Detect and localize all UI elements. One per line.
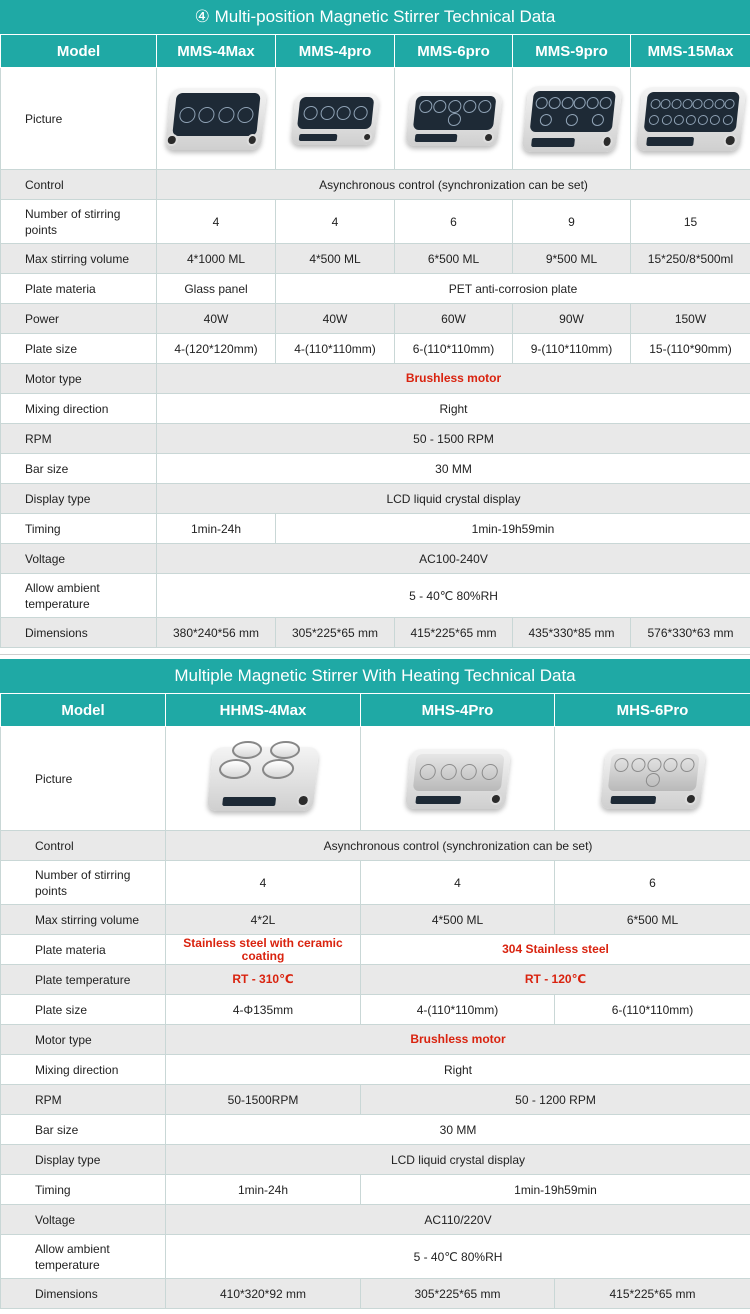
row-label: Max stirring volume xyxy=(1,905,166,935)
row-label: Motor type xyxy=(1,364,157,394)
ambient-row xyxy=(1,1235,750,1279)
stirrer-device-image xyxy=(521,86,622,152)
row-value: 6 xyxy=(555,861,750,905)
row-label: Plate materia xyxy=(1,935,166,965)
row-label: RPM xyxy=(1,1085,166,1115)
row-label: Allow ambient temperature xyxy=(1,1235,166,1279)
timing-row xyxy=(1,514,750,544)
row-value: 6 xyxy=(395,200,513,244)
section-title: Multiple Magnetic Stirrer With Heating Technical Data xyxy=(0,659,750,693)
row-value: 40W xyxy=(157,304,276,334)
section-title: ④ Multi-position Magnetic Stirrer Technical Data xyxy=(0,0,750,34)
direction-row xyxy=(1,394,750,424)
row-value: 1min-24h xyxy=(157,514,276,544)
plate-material-row xyxy=(1,274,750,304)
stirrer-device-image xyxy=(635,87,746,151)
row-value: 415*225*65 mm xyxy=(555,1279,750,1309)
row-label: Allow ambient temperature xyxy=(1,574,157,618)
row-label: Dimensions xyxy=(1,1279,166,1309)
heating-stirrer-device-image xyxy=(599,749,705,809)
model-name: MMS-6pro xyxy=(395,35,513,68)
timing-row xyxy=(1,1175,750,1205)
row-value: 150W xyxy=(631,304,750,334)
model-name: MMS-9pro xyxy=(513,35,631,68)
row-value: AC110/220V xyxy=(166,1205,750,1235)
model-header-row xyxy=(1,35,750,68)
spec-table xyxy=(0,693,750,1309)
row-label: Voltage xyxy=(1,544,157,574)
row-value: Right xyxy=(166,1055,750,1085)
stir-points-row xyxy=(1,861,750,905)
row-value: 435*330*85 mm xyxy=(513,618,631,648)
model-name: MMS-4pro xyxy=(276,35,395,68)
row-label: Plate temperature xyxy=(1,965,166,995)
control-row xyxy=(1,170,750,200)
product-image-cell xyxy=(157,68,276,170)
row-value: 305*225*65 mm xyxy=(276,618,395,648)
row-label: Bar size xyxy=(1,454,157,484)
direction-row xyxy=(1,1055,750,1085)
display-row xyxy=(1,484,750,514)
row-label: Display type xyxy=(1,484,157,514)
product-image-cell xyxy=(555,727,750,831)
row-label: Timing xyxy=(1,1175,166,1205)
row-value: Stainless steel with ceramic coating xyxy=(166,935,361,965)
plate-size-row xyxy=(1,334,750,364)
bar-size-row xyxy=(1,454,750,484)
row-value: 5 - 40℃ 80%RH xyxy=(157,574,750,618)
ambient-row xyxy=(1,574,750,618)
voltage-row xyxy=(1,1205,750,1235)
row-label: Plate size xyxy=(1,334,157,364)
dimensions-row xyxy=(1,618,750,648)
row-value: 15*250/8*500ml xyxy=(631,244,750,274)
row-label: Plate size xyxy=(1,995,166,1025)
model-name: MMS-15Max xyxy=(631,35,750,68)
row-label: Max stirring volume xyxy=(1,244,157,274)
row-value: Asynchronous control (synchronization can be set) xyxy=(166,831,750,861)
row-value: Glass panel xyxy=(157,274,276,304)
row-label: RPM xyxy=(1,424,157,454)
stirrer-device-image xyxy=(165,88,268,150)
row-value: 60W xyxy=(395,304,513,334)
model-label: Model xyxy=(1,694,166,727)
row-value: 50 - 1500 RPM xyxy=(157,424,750,454)
row-label: Control xyxy=(1,170,157,200)
row-value: RT - 120℃ xyxy=(361,965,750,995)
heating-stirrer-device-image xyxy=(207,747,320,811)
control-row xyxy=(1,831,750,861)
spec-table xyxy=(0,34,750,648)
row-value: 4*1000 ML xyxy=(157,244,276,274)
row-value: 304 Stainless steel xyxy=(361,935,750,965)
row-label: Number of stirring points xyxy=(1,200,157,244)
row-value: 4 xyxy=(157,200,276,244)
plate-size-row xyxy=(1,995,750,1025)
row-value: 50-1500RPM xyxy=(166,1085,361,1115)
row-label: Dimensions xyxy=(1,618,157,648)
row-value: 4-Φ135mm xyxy=(166,995,361,1025)
row-label: Mixing direction xyxy=(1,394,157,424)
bar-size-row xyxy=(1,1115,750,1145)
row-value: 6-(110*110mm) xyxy=(555,995,750,1025)
product-image-cell xyxy=(513,68,631,170)
row-value: 4*500 ML xyxy=(276,244,395,274)
row-label: Power xyxy=(1,304,157,334)
voltage-row xyxy=(1,544,750,574)
row-value: 4-(110*110mm) xyxy=(276,334,395,364)
product-image-cell xyxy=(276,68,395,170)
row-value: 4 xyxy=(276,200,395,244)
row-value: 1min-19h59min xyxy=(276,514,750,544)
model-name: HHMS-4Max xyxy=(166,694,361,727)
model-label: Model xyxy=(1,35,157,68)
row-value: 4-(120*120mm) xyxy=(157,334,276,364)
model-name: MMS-4Max xyxy=(157,35,276,68)
section-divider xyxy=(0,654,750,655)
row-value: 15 xyxy=(631,200,750,244)
row-label: Motor type xyxy=(1,1025,166,1055)
stirrer-device-image xyxy=(290,93,379,145)
row-value: LCD liquid crystal display xyxy=(166,1145,750,1175)
row-value: 9 xyxy=(513,200,631,244)
row-label: Plate materia xyxy=(1,274,157,304)
max-volume-row xyxy=(1,244,750,274)
row-value: AC100-240V xyxy=(157,544,750,574)
row-value: 6*500 ML xyxy=(395,244,513,274)
row-value: 4 xyxy=(361,861,555,905)
multi-position-stirrer-section xyxy=(0,0,750,648)
row-value: 40W xyxy=(276,304,395,334)
row-value: Right xyxy=(157,394,750,424)
plate-temp-row xyxy=(1,965,750,995)
motor-row xyxy=(1,1025,750,1055)
model-name: MHS-4Pro xyxy=(361,694,555,727)
rpm-row xyxy=(1,424,750,454)
row-value: 30 MM xyxy=(157,454,750,484)
row-value: 15-(110*90mm) xyxy=(631,334,750,364)
row-value: 6*500 ML xyxy=(555,905,750,935)
row-value: 5 - 40℃ 80%RH xyxy=(166,1235,750,1279)
row-value: 4*2L xyxy=(166,905,361,935)
row-value: Brushless motor xyxy=(157,364,750,394)
power-row xyxy=(1,304,750,334)
row-value: 4 xyxy=(166,861,361,905)
row-value: 30 MM xyxy=(166,1115,750,1145)
product-image-cell xyxy=(631,68,750,170)
row-value: LCD liquid crystal display xyxy=(157,484,750,514)
product-image-cell xyxy=(166,727,361,831)
row-value: 90W xyxy=(513,304,631,334)
row-value: 576*330*63 mm xyxy=(631,618,750,648)
heating-stirrer-device-image xyxy=(404,749,510,809)
row-label: Number of stirring points xyxy=(1,861,166,905)
row-value: 415*225*65 mm xyxy=(395,618,513,648)
rpm-row xyxy=(1,1085,750,1115)
row-value: Brushless motor xyxy=(166,1025,750,1055)
product-image-cell xyxy=(361,727,555,831)
row-value: RT - 310℃ xyxy=(166,965,361,995)
row-value: 410*320*92 mm xyxy=(166,1279,361,1309)
row-label: Timing xyxy=(1,514,157,544)
max-volume-row xyxy=(1,905,750,935)
row-label: Mixing direction xyxy=(1,1055,166,1085)
heating-stirrer-section xyxy=(0,659,750,1309)
row-label: Display type xyxy=(1,1145,166,1175)
row-value: PET anti-corrosion plate xyxy=(276,274,750,304)
picture-label: Picture xyxy=(1,68,157,170)
picture-label: Picture xyxy=(1,727,166,831)
row-label: Bar size xyxy=(1,1115,166,1145)
row-value: 50 - 1200 RPM xyxy=(361,1085,750,1115)
row-value: 4*500 ML xyxy=(361,905,555,935)
stir-points-row xyxy=(1,200,750,244)
row-value: 6-(110*110mm) xyxy=(395,334,513,364)
motor-row xyxy=(1,364,750,394)
model-header-row xyxy=(1,694,750,727)
model-name: MHS-6Pro xyxy=(555,694,750,727)
row-value: 4-(110*110mm) xyxy=(361,995,555,1025)
row-label: Voltage xyxy=(1,1205,166,1235)
dimensions-row xyxy=(1,1279,750,1309)
display-row xyxy=(1,1145,750,1175)
product-image-cell xyxy=(395,68,513,170)
row-value: Asynchronous control (synchronization can be set) xyxy=(157,170,750,200)
picture-row xyxy=(1,68,750,170)
row-value: 1min-24h xyxy=(166,1175,361,1205)
plate-material-row xyxy=(1,935,750,965)
row-value: 1min-19h59min xyxy=(361,1175,750,1205)
stirrer-device-image xyxy=(405,92,503,146)
row-value: 9*500 ML xyxy=(513,244,631,274)
row-value: 305*225*65 mm xyxy=(361,1279,555,1309)
row-label: Control xyxy=(1,831,166,861)
row-value: 380*240*56 mm xyxy=(157,618,276,648)
row-value: 9-(110*110mm) xyxy=(513,334,631,364)
picture-row xyxy=(1,727,750,831)
